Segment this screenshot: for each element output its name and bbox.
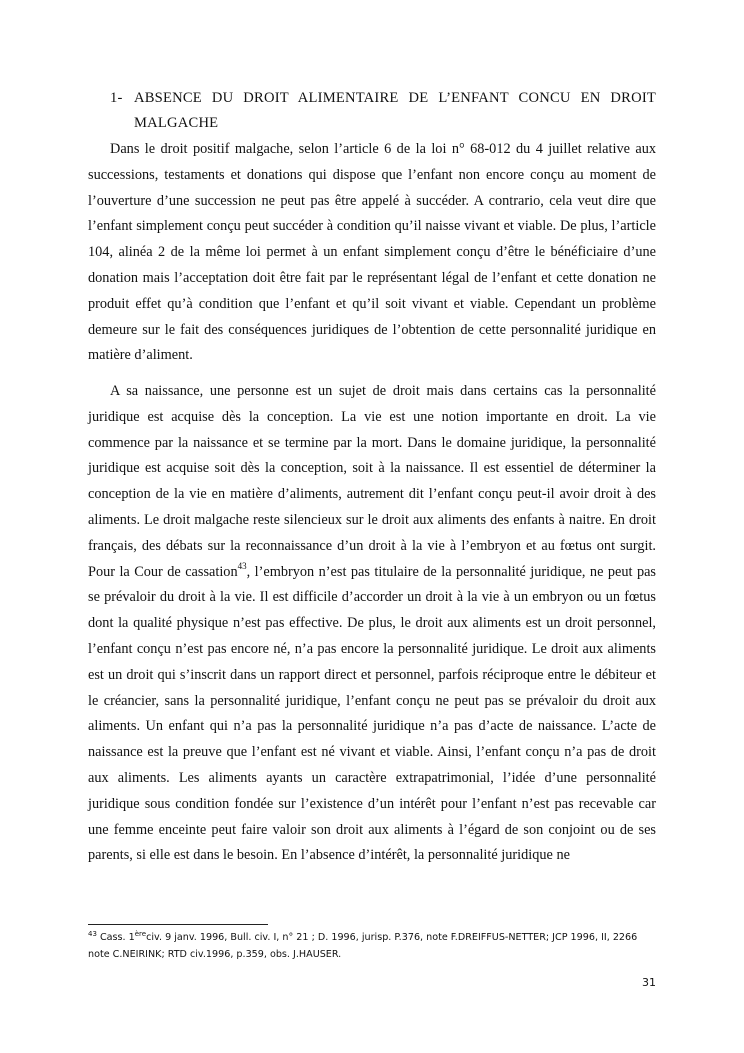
paragraph-1-text: Dans le droit positif malgache, selon l’article 6 de la loi n° 68-012 du 4 juillet relative aux successions, testaments et donations qui dispose que l’enfant non encore conçu au moment de l’ouverture d’une succession ne peut pas être appelé à succéder. A contrario, cela veut dire que l’enfant simplement conçu peut succéder à condition qu’il naisse vivant et viable. De plus, l’article 104, alinéa 2 de la même loi permet à un enfant simplement conçu d’être le bénéficiaire d’une donation mais l’acceptation doit être fait par le représentant légal de l’enfant et cette donation ne produit effet qu’à condition que l’enfant et qu’il soit vivant et viable. Cependant un problème demeure sur le fait des conséquences juridiques de l’obtention de cette personnalité juridique en matière d’aliment. bbox=[88, 141, 656, 364]
paragraph-1 bbox=[88, 137, 656, 369]
footnote bbox=[88, 929, 648, 963]
footnote-text-rest: civ. 9 janv. 1996, Bull. civ. I, n° 21 ; D. 1996, jurisp. P.376, note F.DREIFFUS-NETTER; JCP 1996, II, 2266 note C.NEIRINK; RTD civ.1996, p.359, obs. J.HAUSER. bbox=[88, 932, 638, 960]
footnote-number: 43 bbox=[88, 929, 97, 938]
paragraph-2 bbox=[88, 379, 656, 869]
paragraph-2-text-before-note: A sa naissance, une personne est un sujet de droit mais dans certains cas la personnalité juridique est acquise dès la conception. La vie est une notion importante en droit. La vie commence par la naissance et se termine par la mort. Dans le domaine juridique, la personnalité juridique est acquise soit dès la conception, soit à la naissance. Il est essentiel de déterminer la conception de la vie en matière d’aliments, autrement dit l’enfant conçu peut-il avoir droit à des aliments. Le droit malgache reste silencieux sur le droit aux aliments des enfants à naitre. En droit français, des débats sur la reconnaissance d’un droit à la vie à l’embryon et au fœtus ont surgit. Pour la Cour de cassation bbox=[88, 383, 656, 580]
footnote-reference[interactable]: 43 bbox=[237, 560, 247, 571]
footnote-text-start: Cass. 1 bbox=[96, 932, 135, 943]
footnote-separator bbox=[88, 924, 268, 925]
footnote-superscript: ère bbox=[134, 929, 147, 938]
page-number: 31 bbox=[642, 976, 656, 989]
section-number: 1- bbox=[110, 90, 123, 106]
section-title-line1: ABSENCE DU DROIT ALIMENTAIRE DE L’ENFANT CONCU EN DROIT bbox=[134, 90, 656, 106]
paragraph-2-text-after-note: , l’embryon n’est pas titulaire de la personnalité juridique, ne peut pas se prévaloir du droit à la vie. Il est difficile d’accorder un droit à la vie à un embryon ou un fœtus dont la qualité physique n’est pas effective. De plus, le droit aux aliments est un droit personnel, l’enfant conçu n’est pas encore né, n’a pas encore la personnalité juridique. Le droit aux aliments est un droit qui s’inscrit dans un rapport direct et personnel, parfois réciproque entre le débiteur et le créancier, sans la personnalité juridique, l’enfant conçu ne peut pas se prévaloir du droit aux aliments. Un enfant qui n’a pas la personnalité juridique n’a pas d’acte de naissance. L’acte de naissance est la preuve que l’enfant est né vivant et viable. Ainsi, l’enfant conçu n’a pas de droit aux aliments. Les aliments ayants un caractère extrapatrimonial, l’idée d’une personnalité juridique sous condition fondée sur l’existence d’un intérêt pour l’enfant n’est pas recevable car une femme enceinte peut faire valoir son droit aux aliments à l’égard de son conjoint ou de ses parents, si elle est dans le besoin. En l’absence d’intérêt, la personnalité juridique ne bbox=[88, 563, 656, 864]
section-title-line2: MALGACHE bbox=[134, 115, 219, 131]
